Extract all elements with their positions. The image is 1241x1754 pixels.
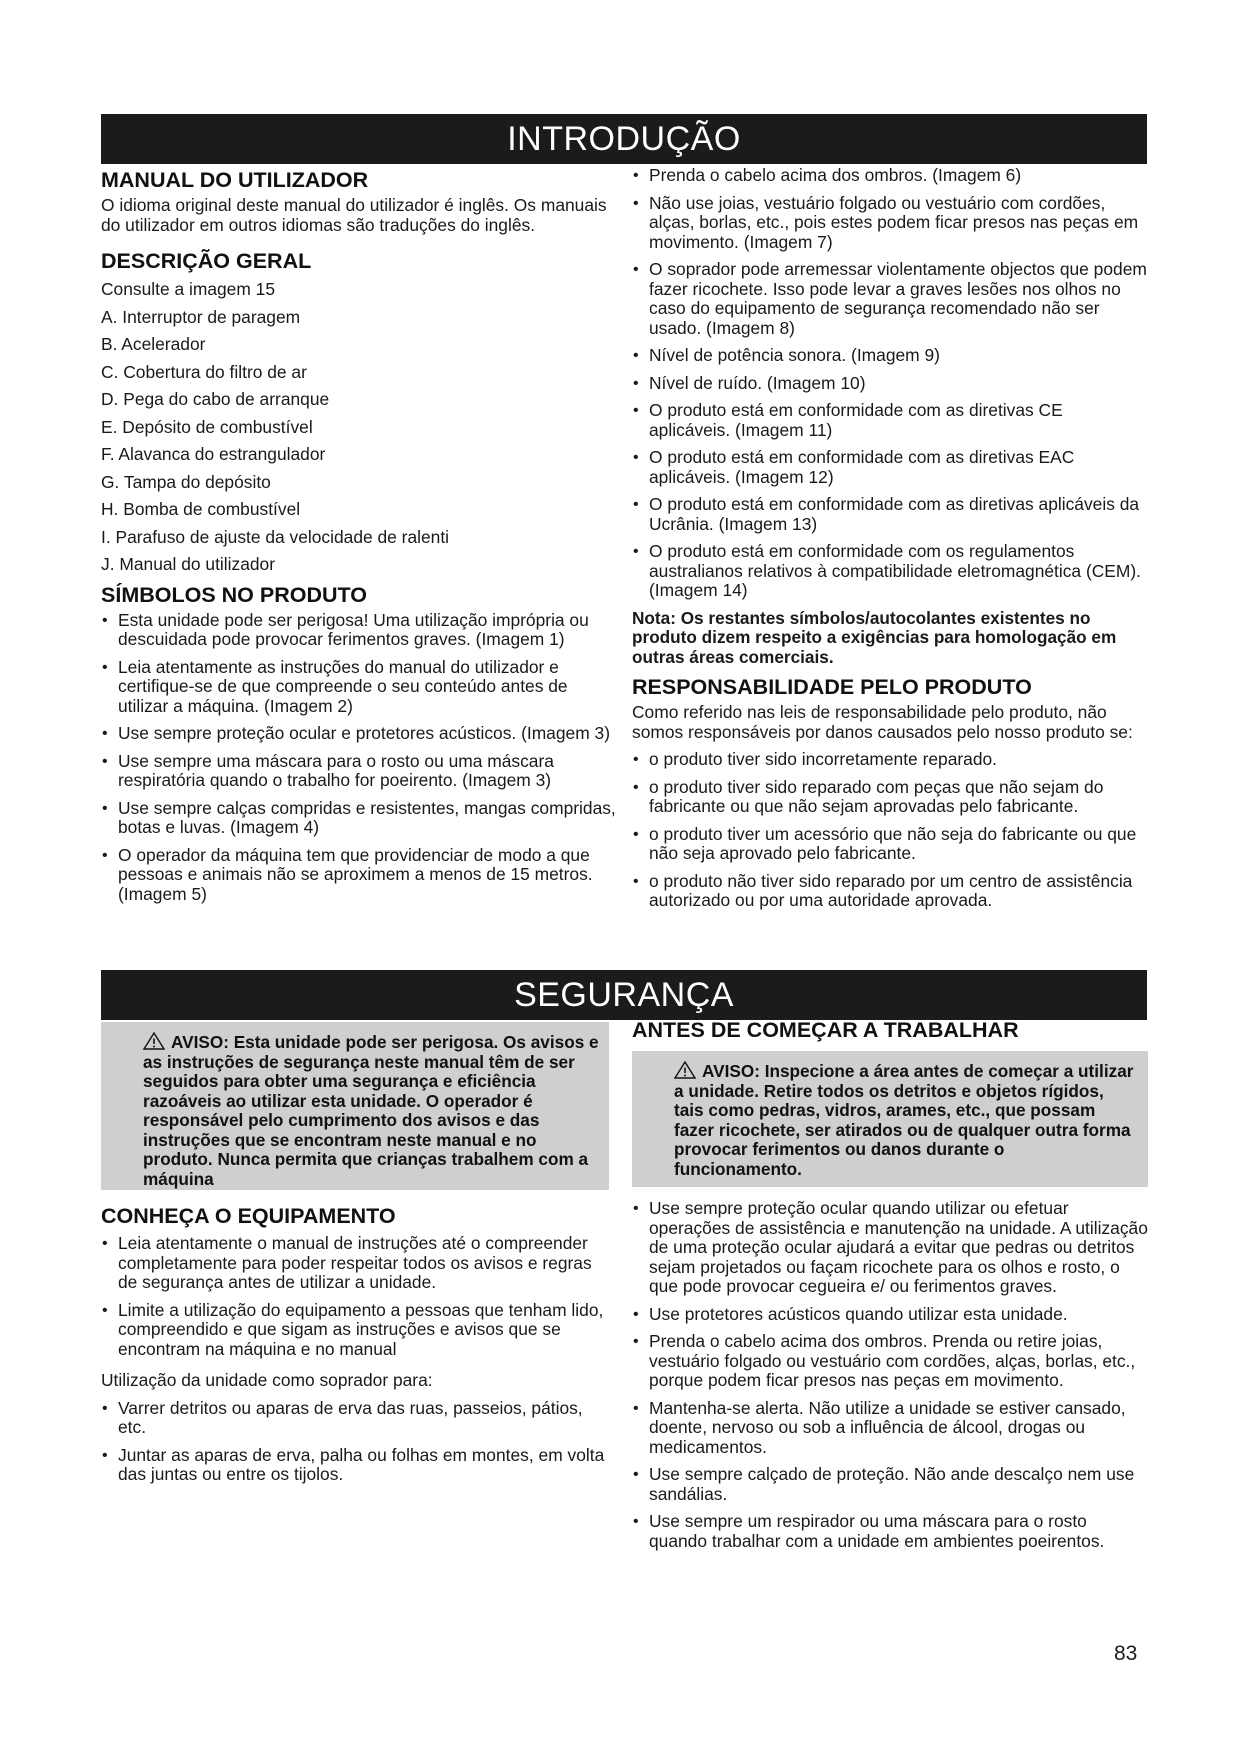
list-item: • O soprador pode arremessar violentamente objectos que podem fazer ricochete. Isso pode levar a graves lesões nos olhos no caso do equipamento de segurança recomendado não ser usado. (Imagem 8) <box>632 260 1148 338</box>
list-item: • Nível de potência sonora. (Imagem 9) <box>632 346 1148 366</box>
list-item: • Use sempre calçado de proteção. Não ande descalço nem use sandálias. <box>632 1465 1148 1504</box>
usage-list <box>101 1399 609 1485</box>
liability-heading: RESPONSABILIDADE PELO PRODUTO <box>632 675 1032 699</box>
list-item: • Juntar as aparas de erva, palha ou folhas em montes, em volta das juntas ou entre os tijolos. <box>101 1446 609 1485</box>
list-item: • o produto não tiver sido reparado por um centro de assistência autorizado ou por uma autoridade aprovada. <box>632 872 1148 911</box>
inspect-warning-text: AVISO: Inspecione a área antes de começar a utilizar a unidade. Retire todos os detritos e objetos rígidos, tais como pedras, vidros, arames, etc., que possam fazer ricochete, ser atirados ou de qualquer outra forma provocar ferimentos ou danos durante o funcionamento. <box>674 1061 1134 1179</box>
list-item: • o produto tiver um acessório que não seja do fabricante ou que não seja aprovado pelo fabricante. <box>632 825 1148 864</box>
safety-right-column <box>632 1018 1148 1559</box>
intro-banner: INTRODUÇÃO <box>101 114 1147 164</box>
list-item: • Limite a utilização do equipamento a pessoas que tenham lido, compreendido e que sigam as instruções e avisos que se encontram na máquina e no manual <box>101 1301 609 1360</box>
list-item: • Use sempre calças compridas e resistentes, mangas compridas, botas e luvas. (Imagem 4) <box>101 799 617 838</box>
list-item: • Prenda o cabelo acima dos ombros. Prenda ou retire joias, vestuário folgado ou vestuário com cordões, alças, borlas, etc., porque podem ficar presos nas peças em movimento. <box>632 1332 1148 1391</box>
liability-list <box>632 750 1148 911</box>
list-item: • Use sempre proteção ocular e protetores acústicos. (Imagem 3) <box>101 724 617 744</box>
list-item: B. Acelerador <box>101 334 206 354</box>
intro-left-column <box>101 168 617 912</box>
list-item: • Leia atentamente as instruções do manual do utilizador e certifique-se de que compreende o seu conteúdo antes de utilizar a máquina. (Imagem 2) <box>101 658 617 717</box>
warning-triangle-icon <box>143 1032 165 1050</box>
list-item: • O produto está em conformidade com as diretivas aplicáveis da Ucrânia. (Imagem 13) <box>632 495 1148 534</box>
manual-text: O idioma original deste manual do utilizador é inglês. Os manuais do utilizador em outros idiomas são traduções do inglês. <box>101 195 607 235</box>
symbols-list-continued <box>632 166 1148 601</box>
description-intro: Consulte a imagem 15 <box>101 279 275 299</box>
list-item: • Nível de ruído. (Imagem 10) <box>632 374 1148 394</box>
list-item: • o produto tiver sido reparado com peças que não sejam do fabricante ou que não sejam aprovadas pelo fabricante. <box>632 778 1148 817</box>
homologation-note: Nota: Os restantes símbolos/autocolantes existentes no produto dizem respeito a exigências para homologação em outras áreas comerciais. <box>632 607 1117 667</box>
list-item: • O produto está em conformidade com as diretivas CE aplicáveis. (Imagem 11) <box>632 401 1148 440</box>
intro-right-column <box>632 166 1148 919</box>
list-item: I. Parafuso de ajuste da velocidade de ralenti <box>101 526 450 547</box>
list-item: • Use sempre proteção ocular quando utilizar ou efetuar operações de assistência e manutenção na unidade. A utilização de uma proteção ocular ajudará a evitar que pedras ou detritos sejam projetados ou façam ricochete para os olhos e rosto, o que pode provocar cegueira e/ ou ferimentos graves. <box>632 1199 1148 1297</box>
list-item: A. Interruptor de paragem <box>101 306 301 327</box>
list-item: • O produto está em conformidade com as diretivas EAC aplicáveis. (Imagem 12) <box>632 448 1148 487</box>
safety-left-column <box>101 1022 609 1493</box>
list-item: • O operador da máquina tem que providenciar de modo a que pessoas e animais não se aproximem a menos de 15 metros. (Imagem 5) <box>101 846 617 905</box>
know-equipment-list <box>101 1234 609 1359</box>
list-item: D. Pega do cabo de arranque <box>101 389 330 409</box>
list-item: • Não use joias, vestuário folgado ou vestuário com cordões, alças, borlas, etc., pois estes podem ficar presos nas peças em movimento. (Imagem 7) <box>632 194 1148 253</box>
list-item: • o produto tiver sido incorretamente reparado. <box>632 750 1148 770</box>
list-item: H. Bomba de combustível <box>101 499 301 519</box>
list-item: J. Manual do utilizador <box>101 554 275 574</box>
list-item: • Leia atentamente o manual de instruções até o compreender completamente para poder respeitar todos os avisos e regras de segurança antes de utilizar a unidade. <box>101 1234 609 1293</box>
list-item: E. Depósito de combustível <box>101 416 313 437</box>
page-number: 83 <box>1114 1642 1138 1665</box>
before-work-heading: ANTES DE COMEÇAR A TRABALHAR <box>632 1018 1019 1042</box>
list-item: • Use protetores acústicos quando utilizar esta unidade. <box>632 1305 1148 1325</box>
list-item: • O produto está em conformidade com os regulamentos australianos relativos à compatibilidade eletromagnética (CEM). (Imagem 14) <box>632 542 1148 601</box>
inspect-warning-box <box>632 1051 1148 1187</box>
list-item: • Varrer detritos ou aparas de erva das ruas, passeios, pátios, etc. <box>101 1399 609 1438</box>
symbols-heading: SÍMBOLOS NO PRODUTO <box>101 582 367 607</box>
safety-banner: SEGURANÇA <box>101 970 1147 1020</box>
usage-text: Utilização da unidade como soprador para: <box>101 1370 433 1390</box>
description-heading: DESCRIÇÃO GERAL <box>101 249 312 273</box>
list-item: • Use sempre um respirador ou uma máscara para o rosto quando trabalhar com a unidade em ambientes poeirentos. <box>632 1512 1148 1551</box>
safety-warning-box <box>101 1022 609 1190</box>
symbols-list <box>101 611 617 905</box>
list-item: • Prenda o cabelo acima dos ombros. (Imagem 6) <box>632 166 1148 186</box>
safety-warning-text: AVISO: Esta unidade pode ser perigosa. Os avisos e as instruções de segurança neste manual têm de ser seguidos para obter uma segurança e eficiência razoáveis ao utilizar esta unidade. O operador é responsável pelo cumprimento dos avisos e das instruções que se encontram neste manual e no produto. Nunca permita que crianças trabalhem com a máquina <box>143 1032 599 1189</box>
warning-triangle-icon <box>674 1061 696 1079</box>
list-item: C. Cobertura do filtro de ar <box>101 361 307 382</box>
list-item: G. Tampa do depósito <box>101 471 271 492</box>
list-item: • Use sempre uma máscara para o rosto ou uma máscara respiratória quando o trabalho for poeirento. (Imagem 3) <box>101 752 617 791</box>
liability-text: Como referido nas leis de responsabilidade pelo produto, não somos responsáveis por danos causados pelo nosso produto se: <box>632 702 1133 742</box>
before-work-list <box>632 1199 1148 1551</box>
list-item: • Mantenha-se alerta. Não utilize a unidade se estiver cansado, doente, nervoso ou sob a influência de álcool, drogas ou medicamentos. <box>632 1399 1148 1458</box>
know-equipment-heading: CONHEÇA O EQUIPAMENTO <box>101 1204 396 1228</box>
list-item: F. Alavanca do estrangulador <box>101 444 326 464</box>
manual-heading: MANUAL DO UTILIZADOR <box>101 168 369 192</box>
list-item: • Esta unidade pode ser perigosa! Uma utilização imprópria ou descuidada pode provocar ferimentos graves. (Imagem 1) <box>101 611 617 650</box>
description-list <box>101 308 617 575</box>
